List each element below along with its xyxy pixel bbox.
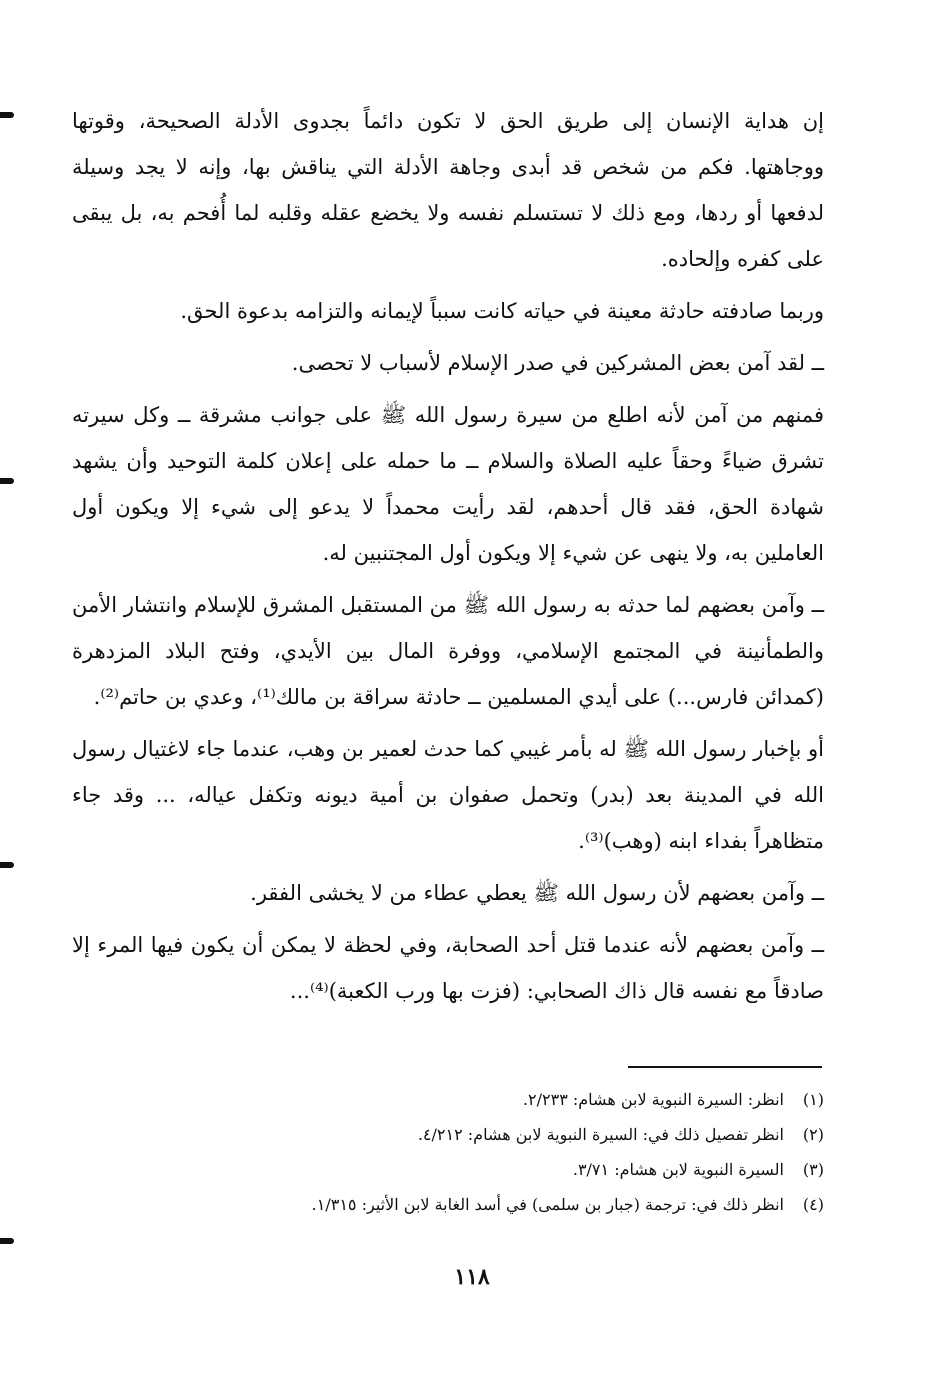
paragraph: فمنهم من آمن لأنه اطلع من سيرة رسول الله ﷺ على جوانب مشرقة ــ وكل سيرته تشرق ضياءً وحقاً عليه الصلاة والسلام ــ ما حمله على إعلان كلمة التوحيد وأن يشهد شهادة الحق، فقد قال أحدهم، لقد رأيت محمداً لا يدعو إلى شيء إلا ويكون أول العاملين به، ولا ينهى عن شيء إلا ويكون أول المجتنبين له.: [72, 403, 824, 565]
footnote-number: (٣): [802, 1160, 824, 1179]
page-number: ١١٨: [454, 1264, 490, 1290]
paragraph: أو بإخبار رسول الله ﷺ له بأمر غيبي كما حدث لعمير بن وهب، عندما جاء لاغتيال رسول الله في المدينة بعد (بدر) وتحمل صفوان بن أمية ديونه وتكفل عياله، ... وقد جاء متظاهراً بفداء ابنه (وهب)⁽³⁾.: [72, 737, 824, 853]
footnote-text: انظر ذلك في: ترجمة (جبار بن سلمى) في أسد الغابة لابن الأثير: ١/٣١٥.: [311, 1195, 784, 1214]
paragraph: ــ وآمن بعضهم لما حدثه به رسول الله ﷺ من المستقبل المشرق للإسلام وانتشار الأمن والطمأنينة في المجتمع الإسلامي، ووفرة المال بين الأيدي، وفتح البلاد المزدهرة (كمدائن فارس...) على أيدي المسلمين ــ حادثة سراقة بن مالك⁽¹⁾، وعدي بن حاتم⁽²⁾.: [72, 593, 824, 709]
scan-edge-mark: [0, 862, 14, 868]
paragraph: ــ لقد آمن بعض المشركين في صدر الإسلام لأسباب لا تحصى.: [291, 351, 824, 375]
footnote: [72, 1187, 824, 1222]
footnote-text: انظر: السيرة النبوية لابن هشام: ٢/٢٣٣.: [522, 1090, 784, 1109]
footnote: [72, 1117, 824, 1152]
footnote-number: (٤): [802, 1195, 824, 1214]
paragraph: ــ وآمن بعضهم لأنه عندما قتل أحد الصحابة، وفي لحظة لا يمكن أن يكون فيها المرء إلا صادقاً مع نفسه قال ذاك الصحابي: (فزت بها ورب الكعبة)⁽⁴⁾...: [72, 933, 824, 1003]
scan-edge-mark: [0, 112, 14, 118]
scan-edge-mark: [0, 478, 14, 484]
footnote: [72, 1152, 824, 1187]
footnote: [72, 1082, 824, 1117]
paragraph: وربما صادفته حادثة معينة في حياته كانت سبباً لإيمانه والتزامه بدعوة الحق.: [180, 299, 824, 323]
footnote-number: (٢): [802, 1125, 824, 1144]
footnotes: [72, 1082, 824, 1222]
paragraph: إن هداية الإنسان إلى طريق الحق لا تكون دائماً بجدوى الأدلة الصحيحة، وقوتها ووجاهتها. فكم من شخص قد أبدى وجاهة الأدلة التي يناقش بها، وإنه لا يجد وسيلة لدفعها أو ردها، ومع ذلك لا تستسلم نفسه ولا يخضع عقله وقلبه لما أُفحم به، بل يبقى على كفره وإلحاده.: [72, 109, 824, 271]
paragraph: ــ وآمن بعضهم لأن رسول الله ﷺ يعطي عطاء من لا يخشى الفقر.: [250, 881, 824, 905]
footnote-text: انظر تفصيل ذلك في: السيرة النبوية لابن هشام: ٤/٢١٢.: [417, 1125, 784, 1144]
main-text: [72, 98, 824, 1014]
footnote-separator: [628, 1066, 822, 1068]
footnote-number: (١): [802, 1090, 824, 1109]
footnote-text: السيرة النبوية لابن هشام: ٣/٧١.: [572, 1160, 784, 1179]
scan-edge-mark: [0, 1238, 14, 1244]
